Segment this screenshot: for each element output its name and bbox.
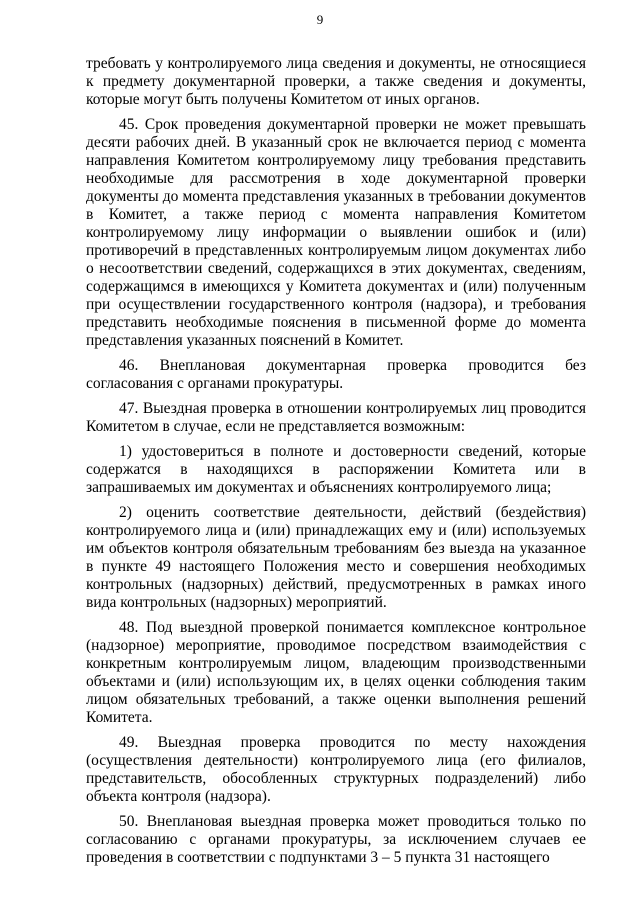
document-body (86, 55, 586, 874)
paragraph-48: 48. Под выездной проверкой понимается комплексное контрольное (надзорное) мероприятие, проводимое посредством взаимодействия с конкретным контролируемым лицом, владеющим производственными объектами и (или) использующим их, в целях оценки соблюдения таким лицом обязательных требований, а также оценки выполнения решений Комитета. (86, 619, 586, 726)
paragraph-49: 49. Выездная проверка проводится по месту нахождения (осуществления деятельности) контролируемого лица (его филиалов, представительств, обособленных структурных подразделений) либо объекта контроля (надзора). (86, 734, 586, 805)
paragraph-45: 45. Срок проведения документарной проверки не может превышать десяти рабочих дней. В указанный срок не включается период с момента направления Комитетом контролируемому лицу требования представить необходимые для рассмотрения в ходе документарной проверки документы до момента представления указанных в требовании документов в Комитет, а также период с момента направления Комитетом контролируемому лицу информации о выявлении ошибок и (или) противоречий в представленных контролируемым лицом документах либо о несоответствии сведений, содержащихся в этих документах, сведениям, содержащимся в имеющихся у Комитета документах и (или) полученным при осуществлении государственного контроля (надзора), и требования представить необходимые пояснения в письменной форме до момента представления указанных пояснений в Комитет. (86, 116, 586, 349)
paragraph-continuation: требовать у контролируемого лица сведения и документы, не относящиеся к предмету документарной проверки, а также сведения и документы, которые могут быть получены Комитетом от иных органов. (86, 55, 586, 108)
paragraph-47-item-2: 2) оценить соответствие деятельности, действий (бездействия) контролируемого лица и (или) принадлежащих ему и (или) используемых им объектов контроля обязательным требованиям без выезда на указанное в пункте 49 настоящего Положения место и совершения необходимых контрольных (надзорных) действий, предусмотренных в рамках иного вида контрольных (надзорных) мероприятий. (86, 504, 586, 611)
paragraph-47-item-1: 1) удостовериться в полноте и достоверности сведений, которые содержатся в находящихся в распоряжении Комитета или в запрашиваемых им документах и объяснениях контролируемого лица; (86, 443, 586, 496)
paragraph-46: 46. Внеплановая документарная проверка проводится без согласования с органами прокуратуры. (86, 357, 586, 392)
paragraph-50: 50. Внеплановая выездная проверка может проводиться только по согласованию с органами прокуратуры, за исключением случаев ее проведения в соответствии с подпунктами 3 – 5 пункта 31 настоящего (86, 813, 586, 866)
paragraph-47: 47. Выездная проверка в отношении контролируемых лиц проводится Комитетом в случае, если не представляется возможным: (86, 400, 586, 435)
page-number: 9 (316, 12, 324, 27)
